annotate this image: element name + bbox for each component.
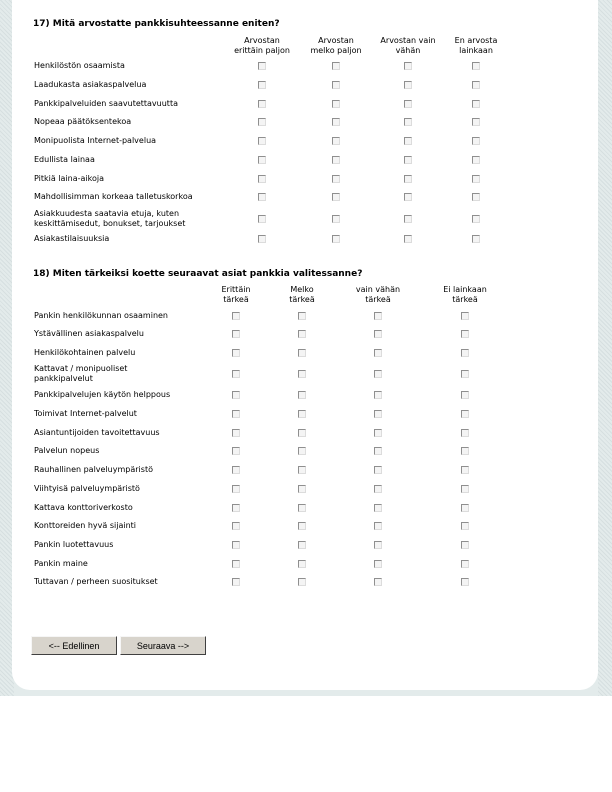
row-label-line: Kattava konttoriverkosto: [34, 503, 133, 512]
q18-checkbox-row1-col3[interactable]: [374, 312, 382, 320]
row-label-line: Monipuolista Internet-palvelua: [34, 136, 157, 145]
row-label-line: Tuttavan / perheen suositukset: [34, 577, 158, 586]
previous-button[interactable]: <-- Edellinen: [31, 636, 117, 655]
q18-checkbox-row6-col4[interactable]: [461, 410, 469, 418]
q18-row-label-13: [34, 540, 113, 550]
q18-checkbox-row3-col1[interactable]: [232, 349, 240, 357]
q18-checkbox-row2-col4[interactable]: [461, 330, 469, 338]
q17-checkbox-row8-col4[interactable]: [472, 193, 480, 201]
q17-checkbox-row5-col2[interactable]: [332, 137, 340, 145]
row-label-line: Ystävällinen asiakaspalvelu: [34, 329, 144, 338]
q18-checkbox-row5-col2[interactable]: [298, 391, 306, 399]
column-header-line: tärkeä: [223, 295, 249, 304]
q18-checkbox-row10-col2[interactable]: [298, 485, 306, 493]
q18-checkbox-row12-col1[interactable]: [232, 522, 240, 530]
q18-checkbox-row14-col4[interactable]: [461, 560, 469, 568]
row-label-line: Viihtyisä palveluympäristö: [34, 484, 140, 493]
column-header-line: Ei lainkaan: [443, 285, 487, 294]
q17-checkbox-row4-col1[interactable]: [258, 118, 266, 126]
q17-column-header-3: [380, 36, 435, 56]
q17-row-label-3: [34, 99, 178, 109]
q18-checkbox-row15-col2[interactable]: [298, 578, 306, 586]
q18-checkbox-row3-col4[interactable]: [461, 349, 469, 357]
q18-checkbox-row7-col3[interactable]: [374, 429, 382, 437]
q18-checkbox-row4-col4[interactable]: [461, 370, 469, 378]
q18-checkbox-row5-col4[interactable]: [461, 391, 469, 399]
q18-checkbox-row13-col1[interactable]: [232, 541, 240, 549]
next-button[interactable]: Seuraava -->: [120, 636, 206, 655]
q17-checkbox-row2-col1[interactable]: [258, 81, 266, 89]
column-header-line: vähän: [395, 46, 421, 55]
q17-checkbox-row8-col3[interactable]: [404, 193, 412, 201]
q17-checkbox-row9-col3[interactable]: [404, 215, 412, 223]
q18-row-label-2: [34, 329, 144, 339]
q17-checkbox-row7-col2[interactable]: [332, 175, 340, 183]
q18-checkbox-row1-col2[interactable]: [298, 312, 306, 320]
q18-checkbox-row12-col3[interactable]: [374, 522, 382, 530]
row-label-line: Henkilöstön osaamista: [34, 61, 125, 70]
q17-row-label-9: [34, 209, 185, 229]
q18-checkbox-row13-col3[interactable]: [374, 541, 382, 549]
row-label-line: Asiakastilaisuuksia: [34, 234, 110, 243]
q17-checkbox-row9-col2[interactable]: [332, 215, 340, 223]
q18-checkbox-row7-col4[interactable]: [461, 429, 469, 437]
q18-checkbox-row14-col3[interactable]: [374, 560, 382, 568]
q17-checkbox-row6-col2[interactable]: [332, 156, 340, 164]
q17-checkbox-row5-col4[interactable]: [472, 137, 480, 145]
q17-checkbox-row3-col4[interactable]: [472, 100, 480, 108]
q17-row-label-2: [34, 80, 146, 90]
q17-checkbox-row3-col2[interactable]: [332, 100, 340, 108]
q18-checkbox-row4-col1[interactable]: [232, 370, 240, 378]
column-header-line: En arvosta: [454, 36, 498, 45]
q18-row-label-5: [34, 390, 170, 400]
q17-checkbox-row9-col4[interactable]: [472, 215, 480, 223]
q18-checkbox-row3-col3[interactable]: [374, 349, 382, 357]
q18-row-label-15: [34, 577, 158, 587]
q17-checkbox-row5-col1[interactable]: [258, 137, 266, 145]
row-label-line: Kattavat / monipuoliset: [34, 364, 128, 373]
q17-checkbox-row7-col3[interactable]: [404, 175, 412, 183]
row-label-line: Edullista lainaa: [34, 155, 95, 164]
q17-column-header-1: [234, 36, 290, 56]
q18-row-label-11: [34, 503, 133, 513]
q18-row-label-8: [34, 446, 99, 456]
q17-column-header-2: [310, 36, 361, 56]
q17-checkbox-row10-col4[interactable]: [472, 235, 480, 243]
q17-checkbox-row8-col1[interactable]: [258, 193, 266, 201]
q18-row-label-7: [34, 428, 160, 438]
q17-checkbox-row6-col1[interactable]: [258, 156, 266, 164]
q18-checkbox-row11-col2[interactable]: [298, 504, 306, 512]
q18-checkbox-row6-col2[interactable]: [298, 410, 306, 418]
row-label-line: Nopeaa päätöksentekoa: [34, 117, 132, 126]
q18-row-label-9: [34, 465, 153, 475]
q17-checkbox-row1-col3[interactable]: [404, 62, 412, 70]
q18-checkbox-row12-col4[interactable]: [461, 522, 469, 530]
q17-row-label-7: [34, 174, 104, 184]
q18-checkbox-row2-col2[interactable]: [298, 330, 306, 338]
q17-checkbox-row4-col3[interactable]: [404, 118, 412, 126]
row-label-line: Pankkipalvelujen käytön helppous: [34, 390, 171, 399]
q18-checkbox-row8-col3[interactable]: [374, 447, 382, 455]
q18-checkbox-row11-col3[interactable]: [374, 504, 382, 512]
q18-checkbox-row8-col4[interactable]: [461, 447, 469, 455]
q18-checkbox-row5-col3[interactable]: [374, 391, 382, 399]
q18-row-label-1: [34, 311, 168, 321]
q18-checkbox-row7-col1[interactable]: [232, 429, 240, 437]
column-header-line: tärkeä: [289, 295, 315, 304]
q18-checkbox-row3-col2[interactable]: [298, 349, 306, 357]
q18-row-label-4: [34, 364, 127, 384]
row-label-line: Pankin luotettavuus: [34, 540, 114, 549]
column-header-line: Arvostan: [244, 36, 280, 45]
column-header-line: erittäin paljon: [234, 46, 290, 55]
q17-checkbox-row4-col2[interactable]: [332, 118, 340, 126]
q18-checkbox-row4-col3[interactable]: [374, 370, 382, 378]
column-header-line: tärkeä: [452, 295, 478, 304]
q18-checkbox-row15-col4[interactable]: [461, 578, 469, 586]
frame-pattern-right: [598, 0, 612, 696]
q18-column-header-3: [356, 285, 400, 305]
question-17-title: 17) Mitä arvostatte pankkisuhteessanne eniten?: [33, 19, 280, 29]
q17-row-label-6: [34, 155, 95, 165]
q17-checkbox-row2-col3[interactable]: [404, 81, 412, 89]
column-header-line: vain vähän: [355, 285, 401, 294]
q18-row-label-10: [34, 484, 140, 494]
q18-checkbox-row6-col1[interactable]: [232, 410, 240, 418]
q18-checkbox-row1-col4[interactable]: [461, 312, 469, 320]
q18-row-label-14: [34, 559, 88, 569]
q17-checkbox-row3-col3[interactable]: [404, 100, 412, 108]
q18-column-header-2: [289, 285, 315, 305]
q17-checkbox-row1-col4[interactable]: [472, 62, 480, 70]
q18-column-header-1: [221, 285, 250, 305]
q17-checkbox-row2-col4[interactable]: [472, 81, 480, 89]
q18-row-label-12: [34, 521, 136, 531]
q17-column-header-4: [455, 36, 498, 56]
q18-column-header-4: [443, 285, 487, 305]
q18-checkbox-row7-col2[interactable]: [298, 429, 306, 437]
q18-checkbox-row10-col1[interactable]: [232, 485, 240, 493]
row-label-line: Pitkiä laina-aikoja: [34, 174, 105, 183]
q18-checkbox-row9-col3[interactable]: [374, 466, 382, 474]
column-header-line: lainkaan: [459, 46, 493, 55]
q18-checkbox-row5-col1[interactable]: [232, 391, 240, 399]
q18-checkbox-row9-col2[interactable]: [298, 466, 306, 474]
row-label-line: Mahdollisimman korkeaa talletuskorkoa: [34, 192, 193, 201]
q18-checkbox-row9-col4[interactable]: [461, 466, 469, 474]
q18-checkbox-row8-col2[interactable]: [298, 447, 306, 455]
q17-row-label-10: [34, 234, 109, 244]
q18-checkbox-row1-col1[interactable]: [232, 312, 240, 320]
row-label-line: keskittämisedut, bonukset, tarjoukset: [34, 219, 186, 228]
q17-checkbox-row3-col1[interactable]: [258, 100, 266, 108]
q17-checkbox-row7-col1[interactable]: [258, 175, 266, 183]
q17-checkbox-row6-col3[interactable]: [404, 156, 412, 164]
q18-checkbox-row4-col2[interactable]: [298, 370, 306, 378]
row-label-line: Rauhallinen palveluympäristö: [34, 465, 153, 474]
q18-checkbox-row14-col2[interactable]: [298, 560, 306, 568]
column-header-line: tärkeä: [365, 295, 391, 304]
row-label-line: Pankkipalveluiden saavutettavuutta: [34, 99, 178, 108]
q18-checkbox-row10-col3[interactable]: [374, 485, 382, 493]
column-header-line: Erittäin: [221, 285, 251, 294]
row-label-line: Asiakkuudesta saatavia etuja, kuten: [34, 209, 180, 218]
q18-checkbox-row15-col3[interactable]: [374, 578, 382, 586]
q18-checkbox-row14-col1[interactable]: [232, 560, 240, 568]
row-label-line: Laadukasta asiakaspalvelua: [34, 80, 147, 89]
q18-checkbox-row6-col3[interactable]: [374, 410, 382, 418]
q18-checkbox-row10-col4[interactable]: [461, 485, 469, 493]
q17-checkbox-row7-col4[interactable]: [472, 175, 480, 183]
row-label-line: Palvelun nopeus: [34, 446, 100, 455]
q17-checkbox-row6-col4[interactable]: [472, 156, 480, 164]
row-label-line: Toimivat Internet-palvelut: [34, 409, 137, 418]
row-label-line: Henkilökohtainen palvelu: [34, 348, 136, 357]
q17-checkbox-row1-col2[interactable]: [332, 62, 340, 70]
q17-row-label-8: [34, 192, 193, 202]
q17-row-label-5: [34, 136, 156, 146]
q18-checkbox-row9-col1[interactable]: [232, 466, 240, 474]
q17-checkbox-row8-col2[interactable]: [332, 193, 340, 201]
q18-checkbox-row13-col2[interactable]: [298, 541, 306, 549]
q18-checkbox-row15-col1[interactable]: [232, 578, 240, 586]
q17-checkbox-row10-col3[interactable]: [404, 235, 412, 243]
q17-checkbox-row4-col4[interactable]: [472, 118, 480, 126]
q17-checkbox-row10-col2[interactable]: [332, 235, 340, 243]
column-header-line: Melko: [290, 285, 314, 294]
q17-checkbox-row5-col3[interactable]: [404, 137, 412, 145]
row-label-line: pankkipalvelut: [34, 374, 93, 383]
row-label-line: Pankin henkilökunnan osaaminen: [34, 311, 168, 320]
question-18-title: 18) Miten tärkeiksi koette seuraavat asiat pankkia valitessanne?: [33, 269, 363, 279]
q18-checkbox-row11-col1[interactable]: [232, 504, 240, 512]
q17-checkbox-row2-col2[interactable]: [332, 81, 340, 89]
row-label-line: Asiantuntijoiden tavoitettavuus: [34, 428, 160, 437]
row-label-line: Pankin maine: [34, 559, 88, 568]
q18-checkbox-row11-col4[interactable]: [461, 504, 469, 512]
column-header-line: Arvostan: [318, 36, 354, 45]
q18-checkbox-row8-col1[interactable]: [232, 447, 240, 455]
q18-row-label-6: [34, 409, 137, 419]
q17-checkbox-row1-col1[interactable]: [258, 62, 266, 70]
q17-checkbox-row10-col1[interactable]: [258, 235, 266, 243]
q17-row-label-1: [34, 61, 125, 71]
q18-checkbox-row2-col1[interactable]: [232, 330, 240, 338]
q18-checkbox-row13-col4[interactable]: [461, 541, 469, 549]
column-header-line: Arvostan vain: [380, 36, 436, 45]
q18-checkbox-row2-col3[interactable]: [374, 330, 382, 338]
q17-row-label-4: [34, 117, 131, 127]
row-label-line: Konttoreiden hyvä sijainti: [34, 521, 137, 530]
q17-checkbox-row9-col1[interactable]: [258, 215, 266, 223]
q18-checkbox-row12-col2[interactable]: [298, 522, 306, 530]
q18-row-label-3: [34, 348, 135, 358]
column-header-line: melko paljon: [310, 46, 362, 55]
